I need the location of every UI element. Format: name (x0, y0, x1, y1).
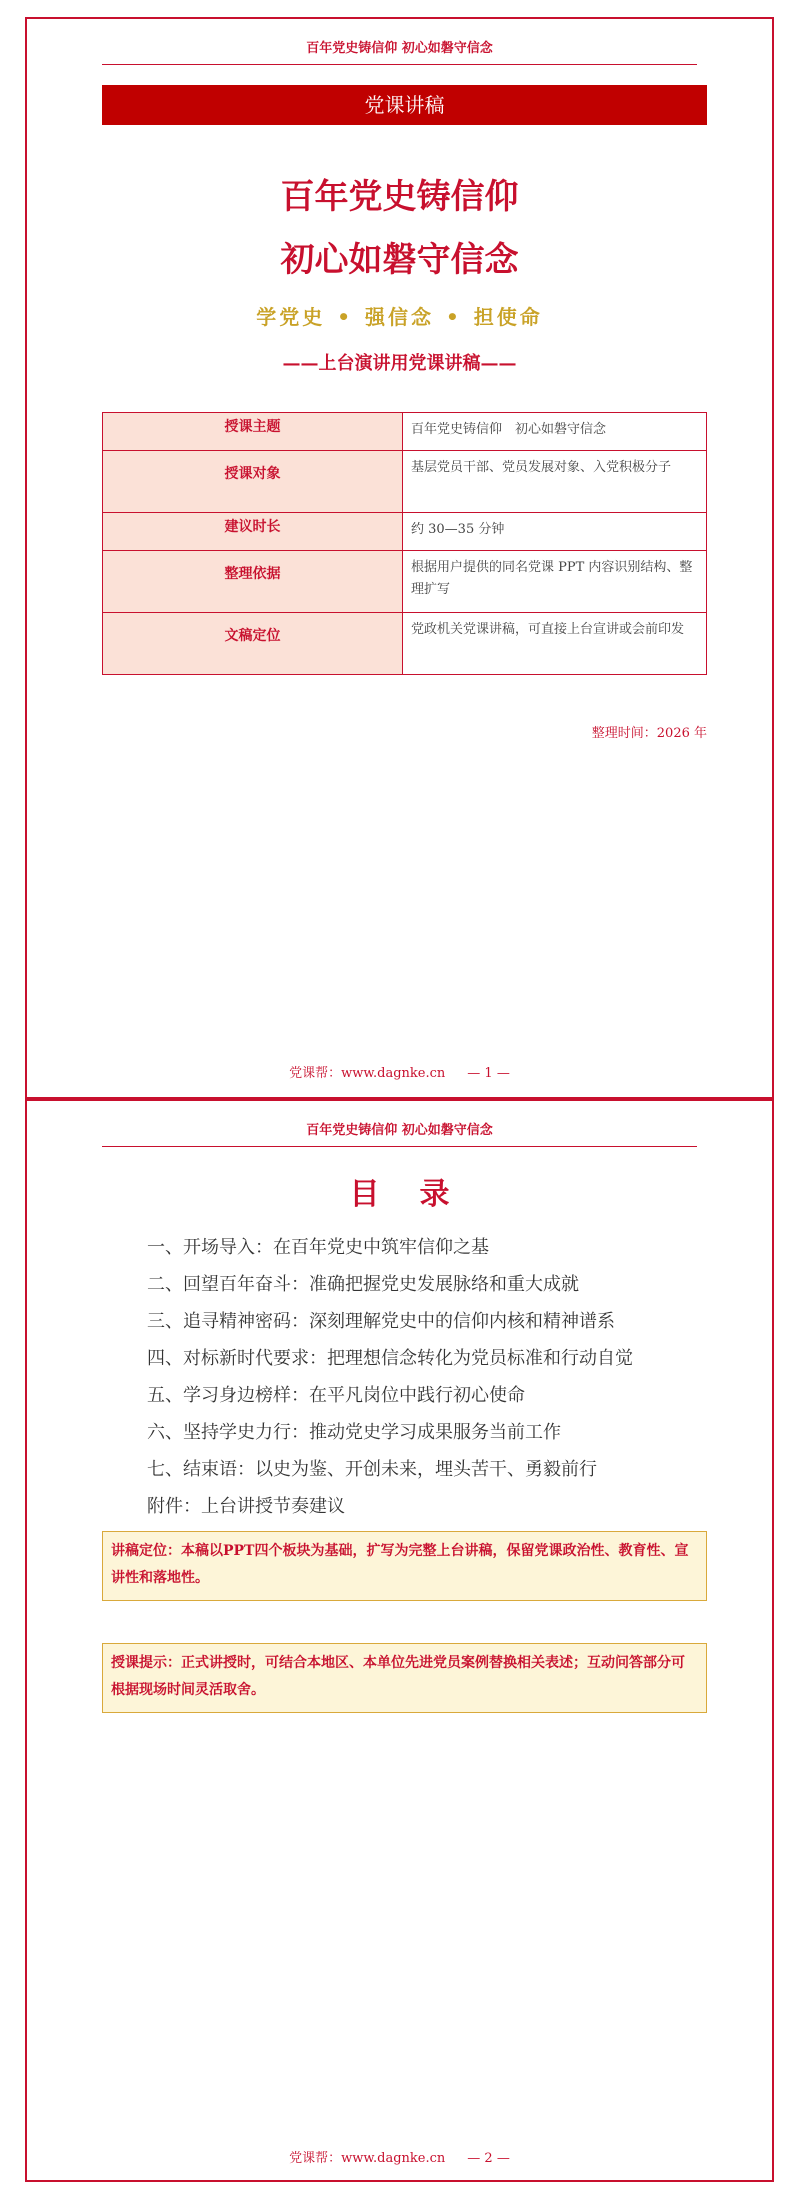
running-head: 百年党史铸信仰 初心如磐守信念 (102, 37, 697, 65)
toc-item[interactable]: 五、学习身边榜样：在平凡岗位中践行初心使命 (147, 1385, 525, 1406)
info-label: 建议时长 (103, 513, 403, 551)
info-table (102, 412, 707, 675)
table-row (103, 613, 707, 675)
slogan-dot: • (446, 305, 462, 329)
info-value: 党政机关党课讲稿，可直接上台宣讲或会前印发 (403, 613, 707, 675)
teaching-tip-note: 授课提示：正式讲授时，可结合本地区、本单位先进党员案例替换相关表述；互动问答部分可根据现场时间灵活取舍。 (102, 1643, 707, 1713)
table-row (103, 551, 707, 613)
info-value: 约 30—35 分钟 (403, 513, 707, 551)
table-row (103, 513, 707, 551)
toc-list (147, 1229, 633, 1525)
toc-item[interactable]: 七、结束语：以史为鉴、开创未来，埋头苦干、勇毅前行 (147, 1459, 597, 1480)
info-label: 授课主题 (103, 413, 403, 451)
title-line-2: 初心如磐守信念 (280, 240, 519, 280)
info-label: 文稿定位 (103, 613, 403, 675)
toc-item[interactable]: 附件：上台讲授节奏建议 (147, 1496, 345, 1517)
info-label: 授课对象 (103, 451, 403, 513)
slogan-item: 担使命 (473, 305, 543, 329)
toc-item[interactable]: 六、坚持学史力行：推动党史学习成果服务当前工作 (147, 1422, 561, 1443)
page-number: — 1 — (467, 1066, 510, 1081)
doc-type-banner: 党课讲稿 (102, 85, 707, 125)
page-1 (25, 17, 774, 1099)
info-value: 基层党员干部、党员发展对象、入党积极分子 (403, 451, 707, 513)
positioning-note: 讲稿定位：本稿以PPT四个板块为基础，扩写为完整上台讲稿，保留党课政治性、教育性、宣讲性和落地性。 (102, 1531, 707, 1601)
slogan-dot: • (337, 305, 353, 329)
slogan (27, 301, 772, 330)
toc-item[interactable]: 四、对标新时代要求：把理想信念转化为党员标准和行动自觉 (147, 1348, 633, 1369)
info-label: 整理依据 (103, 551, 403, 613)
toc-item[interactable]: 三、追寻精神密码：深刻理解党史中的信仰内核和精神谱系 (147, 1311, 615, 1332)
page-number: — 2 — (467, 2151, 510, 2166)
footer-site-link[interactable]: 党课帮：www.dagnke.cn (289, 1066, 446, 1081)
page-footer (27, 1062, 772, 1081)
toc-item[interactable]: 一、开场导入：在百年党史中筑牢信仰之基 (147, 1237, 489, 1258)
date-note: 整理时间：2026 年 (591, 726, 707, 741)
page-footer (27, 2147, 772, 2166)
toc-title: 目录 (349, 1177, 490, 1212)
toc-item[interactable]: 二、回望百年奋斗：准确把握党史发展脉络和重大成就 (147, 1274, 579, 1295)
subtitle: ——上台演讲用党课讲稿—— (282, 353, 517, 374)
table-row (103, 413, 707, 451)
info-value: 根据用户提供的同名党课 PPT 内容识别结构、整理扩写 (403, 551, 707, 613)
info-value: 百年党史铸信仰 初心如磐守信念 (403, 413, 707, 451)
slogan-item: 学党史 (256, 305, 326, 329)
page-2 (25, 1099, 774, 2182)
slogan-item: 强信念 (365, 305, 434, 329)
table-row (103, 451, 707, 513)
title-line-1: 百年党史铸信仰 (280, 177, 519, 217)
running-head: 百年党史铸信仰 初心如磐守信念 (102, 1119, 697, 1147)
footer-site-link[interactable]: 党课帮：www.dagnke.cn (289, 2151, 446, 2166)
